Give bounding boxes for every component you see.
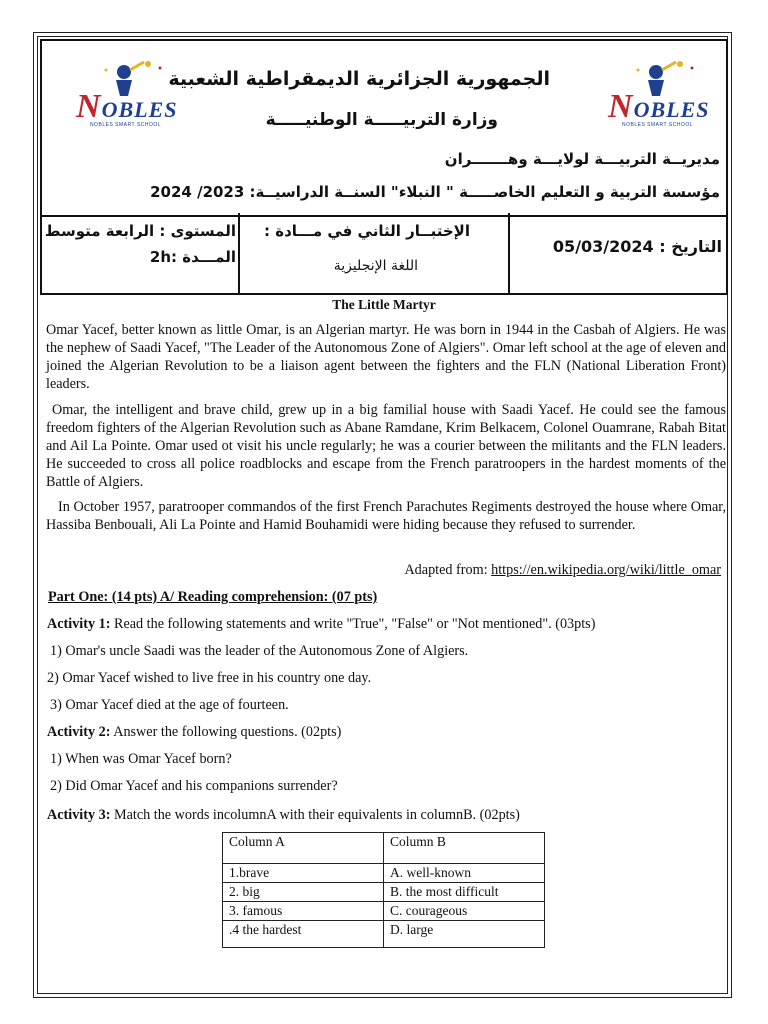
ministry-title: وزارة التربيـــــة الوطنيـــــة — [265, 110, 498, 130]
activity-2 — [47, 723, 341, 741]
logo-right — [604, 58, 714, 136]
column-b-cell: C. courageous — [384, 902, 545, 921]
activity-3-label: Activity 3: — [47, 807, 111, 823]
column-a-cell: 1.brave — [223, 864, 384, 883]
column-b-header: Column B — [384, 833, 545, 864]
text-title: The Little Martyr — [332, 297, 436, 312]
activity-3-text: Match the words incolumnA with their equivalents in columnB. (02pts) — [110, 807, 520, 823]
logo-left — [72, 58, 182, 136]
column-a-cell: 3. famous — [223, 902, 384, 921]
activity-1-label: Activity 1: — [47, 616, 111, 632]
column-b-cell: B. the most difficult — [384, 883, 545, 902]
column-a-header: Column A — [223, 833, 384, 864]
logo-left-text: NOBLES — [76, 88, 178, 125]
directorate-line: مديريــة التربيـــة لولايـــة وهـــــــران — [444, 150, 720, 168]
paragraph-2: Omar, the intelligent and brave child, grew up in a big familial house with Saadi Yacef. He could see the famous freedom fighters of the Algerian Revolution such as Abane Ramdane, Krim Belkacem, Colonel Ouamrane, Rabah Bitat and Ail La Pointe. Omar used ot visit his uncle regularly; he was a courier between the militants and the FLN leaders. He succeeded to cross all police roadblocks and escape from the French paratroopers in the hardest moments of the Battle of Algiers. — [46, 402, 726, 490]
table-row — [223, 864, 545, 883]
match-table — [222, 832, 545, 948]
exam-duration: المـــدة :2h — [149, 248, 236, 266]
activity-1-item: 3) Omar Yacef died at the age of fourteen. — [50, 697, 289, 713]
source-line — [404, 561, 721, 579]
logo-right-tagline: NOBLES SMART SCHOOL — [622, 122, 693, 128]
source-link[interactable]: https://en.wikipedia.org/wiki/little_omar — [491, 562, 721, 578]
column-b-cell: A. well-known — [384, 864, 545, 883]
activity-1-text: Read the following statements and write "True", "False" or "Not mentioned". (03pts) — [110, 616, 596, 632]
table-row — [223, 921, 545, 948]
activity-3 — [47, 806, 520, 824]
activity-1-item: 1) Omar's uncle Saadi was the leader of the Autonomous Zone of Algiers. — [50, 643, 469, 659]
activity-1-item: 2) Omar Yacef wished to live free in his country one day. — [47, 670, 372, 686]
logo-right-text: NOBLES — [608, 88, 710, 125]
activity-2-item: 2) Did Omar Yacef and his companions surrender? — [50, 778, 338, 794]
table-row — [223, 883, 545, 902]
source-label: Adapted from: — [404, 562, 492, 578]
column-b-cell: D. large — [384, 921, 545, 948]
exam-subject: اللغة الإنجليزية — [333, 258, 418, 274]
exam-level: المستوى : الرابعة متوسط — [44, 222, 236, 240]
exam-title: الإختبــار الثاني في مـــادة : — [264, 222, 470, 240]
republic-title: الجمهورية الجزائرية الديمقراطية الشعبية — [168, 68, 550, 90]
logo-left-tagline: NOBLES SMART SCHOOL — [90, 122, 161, 128]
activity-1 — [47, 615, 595, 633]
activity-2-text: Answer the following questions. (02pts) — [110, 724, 342, 740]
activity-2-label: Activity 2: — [47, 724, 111, 740]
activity-2-item: 1) When was Omar Yacef born? — [50, 751, 232, 767]
info-divider — [238, 213, 240, 293]
paragraph-1: Omar Yacef, better known as little Omar, is an Algerian martyr. He was born in 1944 in the Casbah of Algiers. He was the nephew of Saadi Yacef, "The Leader of the Autonomous Zone of Algiers". Omar left school at the age of eleven and joined the Algerian Revolution to be a liaison agent between the fighters and the FLN (National Liberation Front) leaders. — [46, 322, 726, 392]
school-year-line: مؤسسة التربية و التعليم الخاصـــــة " النبلاء" السنــة الدراسيــة: 2023/ 2024 — [150, 183, 720, 201]
column-a-cell: .4 the hardest — [223, 921, 384, 948]
table-header-row — [223, 833, 545, 864]
exam-date: التاريخ : 05/03/2024 — [552, 237, 722, 256]
paragraph-3: In October 1957, paratrooper commandos of the first French Parachutes Regiments destroyed the house where Omar, Hassiba Benbouali, Ali La Pointe and Hamid Bouhamidi were hiding because they refused to surrender. — [46, 499, 726, 533]
part-one-heading: Part One: (14 pts) A/ Reading comprehension: (07 pts) — [48, 589, 378, 605]
table-row — [223, 902, 545, 921]
column-a-cell: 2. big — [223, 883, 384, 902]
info-divider — [508, 213, 510, 293]
